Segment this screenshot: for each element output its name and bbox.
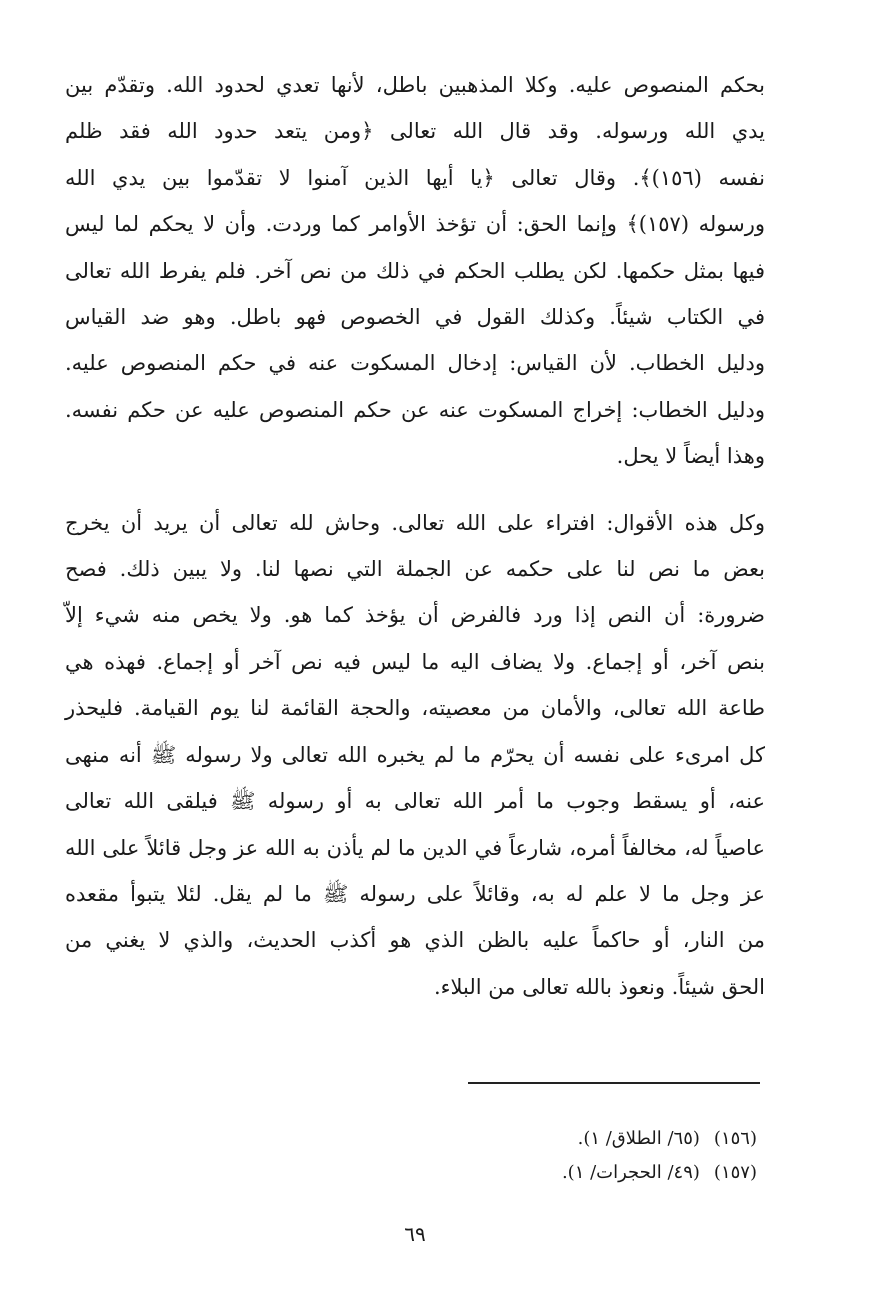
text-line: عنه، أو يسقط وجوب ما أمر الله تعالى به أو رسوله ﷺ فيلقى الله تعالى	[65, 789, 765, 814]
paragraph-1	[65, 62, 765, 480]
text-line: نفسه (١٥٦)﴾. وقال تعالى ﴿يا أيها الذين آمنوا لا تقدّموا بين يدي الله	[65, 165, 765, 190]
text-line: ودليل الخطاب: إخراج المسكوت عنه عن حكم المنصوص عليه عن حكم نفسه.	[65, 397, 765, 422]
footnotes	[357, 1122, 757, 1190]
text-line: ضرورة: أن النص إذا ورد فالفرض أن يؤخذ كما هو. ولا يخص منه شيء إلاّ	[65, 603, 765, 628]
paragraph-2	[65, 500, 765, 1010]
text-line: عز وجل ما لا علم له به، وقائلاً على رسوله ﷺ ما لم يقل. لئلا يتبوأ مقعده	[65, 881, 765, 906]
text-line: طاعة الله تعالى، والأمان من معصيته، والحجة القائمة لنا يوم القيامة. فليحذر	[65, 696, 765, 721]
footnote-157	[357, 1156, 757, 1190]
text-line: عاصياً له، مخالفاً أمره، شارعاً في الدين ما لم يأذن به الله عز وجل قائلاً على الله	[65, 835, 765, 860]
text-line: في الكتاب شيئاً. وكذلك القول في الخصوص فهو باطل. وهو ضد القياس	[65, 305, 765, 330]
footnote-number: (١٥٧)	[713, 1162, 757, 1183]
text-line: ودليل الخطاب. لأن القياس: إدخال المسكوت عنه في حكم المنصوص عليه.	[65, 351, 765, 376]
footnote-156	[357, 1122, 757, 1156]
page-number: ٦٩	[404, 1222, 426, 1246]
footnote-divider	[468, 1082, 760, 1084]
text-line: وهذا أيضاً لا يحل.	[616, 444, 765, 469]
text-line: وكل هذه الأقوال: افتراء على الله تعالى. وحاش لله تعالى أن يريد أن يخرج	[65, 510, 765, 535]
text-line: بنص آخر، أو إجماع. ولا يضاف اليه ما ليس فيه نص آخر أو إجماع. فهذه هي	[65, 649, 765, 674]
text-line: كل امرىء على نفسه أن يحرّم ما لم يخبره الله تعالى ولا رسوله ﷺ أنه منهى	[65, 742, 765, 767]
text-line: من النار، أو حاكماً عليه بالظن الذي هو أكذب الحديث، والذي لا يغني من	[65, 928, 765, 953]
text-line: فيها بمثل حكمها. لكن يطلب الحكم في ذلك من نص آخر. فلم يفرط الله تعالى	[65, 258, 765, 283]
footnote-text: (٦٥/ الطلاق/ ١).	[577, 1128, 700, 1149]
book-page	[65, 62, 765, 1292]
text-line: بحكم المنصوص عليه. وكلا المذهبين باطل، لأنها تعدي لحدود الله. وتقدّم بين	[65, 73, 765, 97]
text-line: ورسوله (١٥٧)﴾ وإنما الحق: أن تؤخذ الأوامر كما وردت. وأن لا يحكم لما ليس	[65, 212, 765, 237]
text-line: الحق شيئاً. ونعوذ بالله تعالى من البلاء.	[433, 974, 765, 999]
footnote-text: (٤٩/ الحجرات/ ١).	[561, 1162, 700, 1183]
text-line: يدي الله ورسوله. وقد قال الله تعالى ﴿ومن يتعد حدود الله فقد ظلم	[65, 119, 765, 144]
text-line: بعض ما نص لنا على حكمه عن الجملة التي نصها لنا. ولا يبين ذلك. فصح	[65, 557, 765, 582]
footnote-number: (١٥٦)	[713, 1128, 757, 1149]
